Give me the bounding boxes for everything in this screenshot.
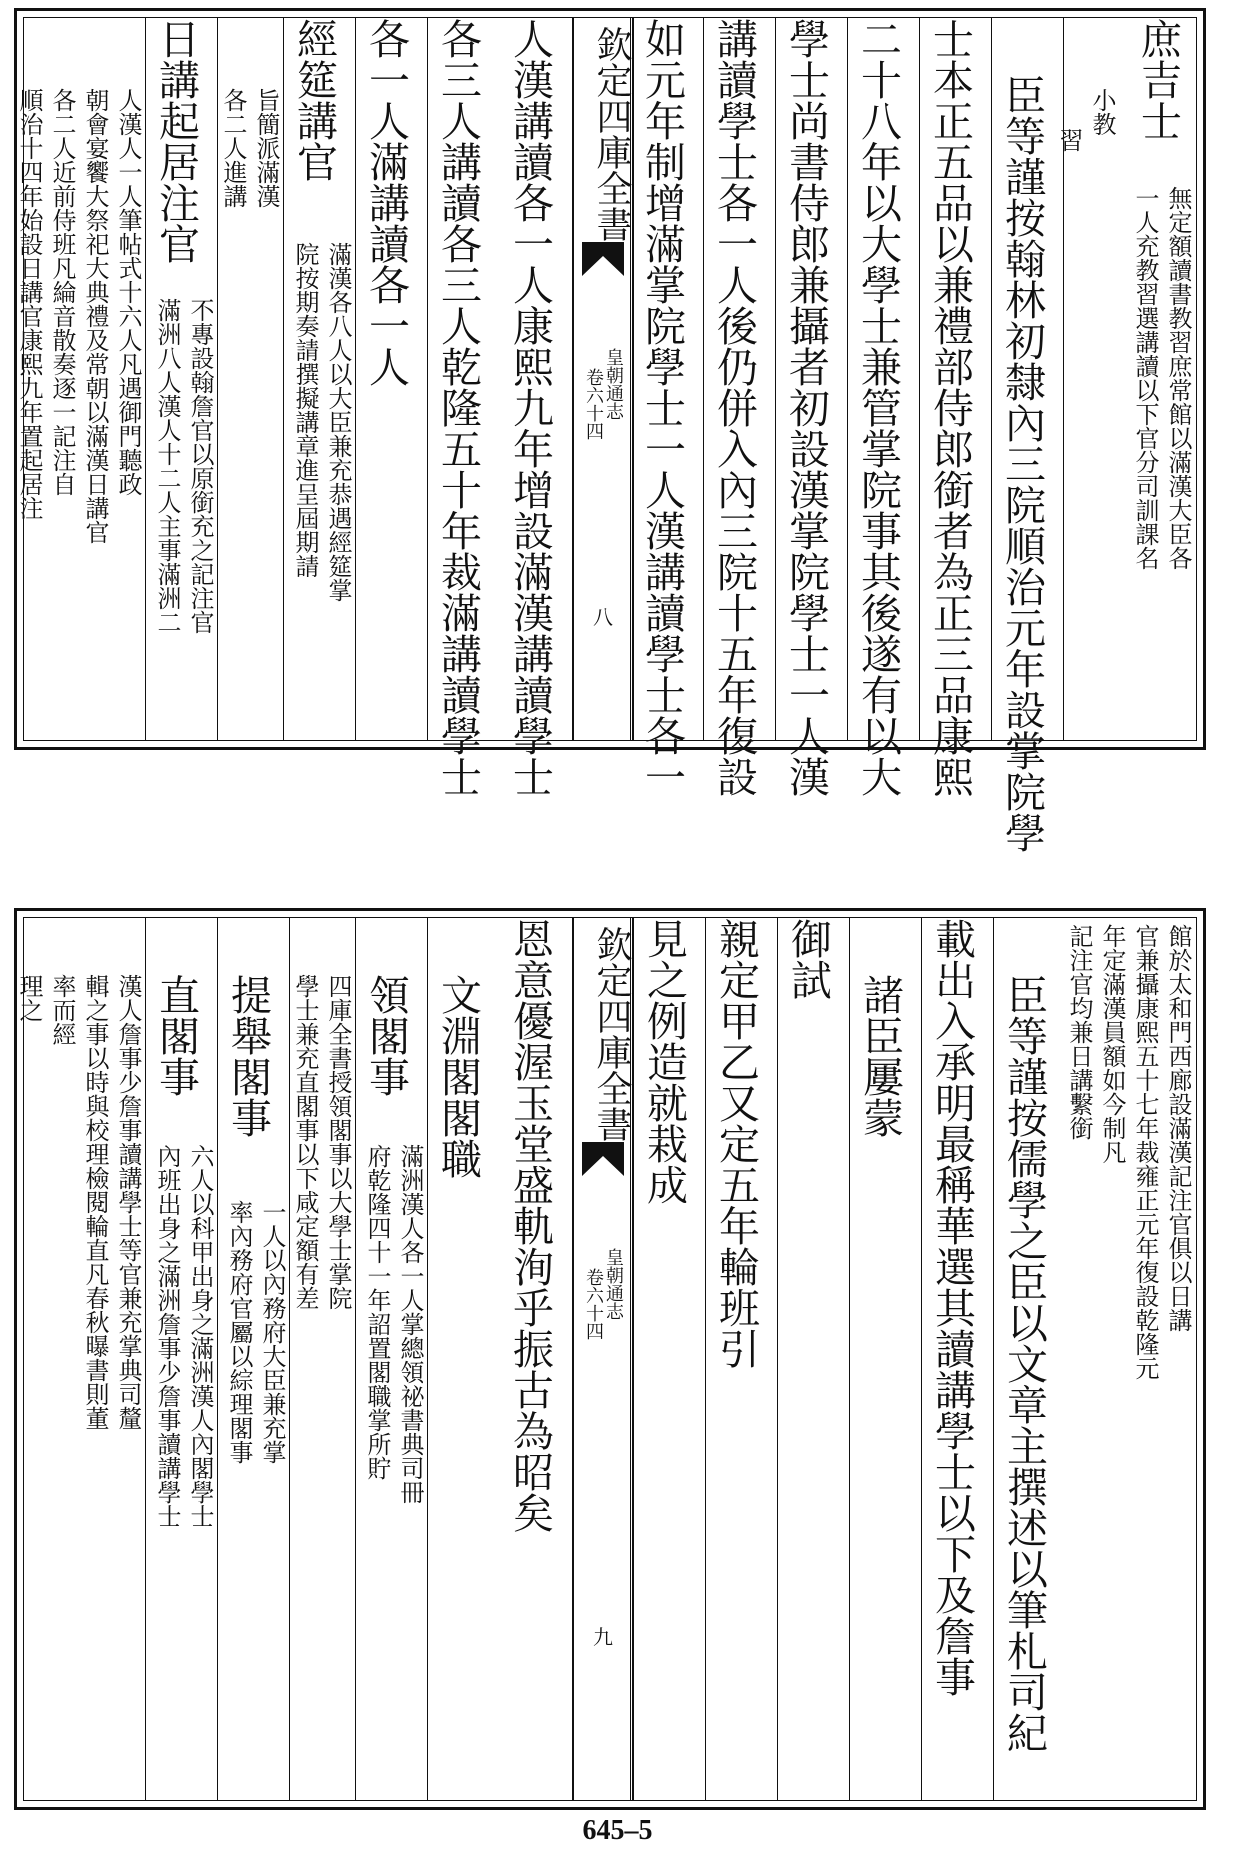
book-subtitle: 皇朝通志 — [603, 1248, 624, 1320]
annotation — [222, 1200, 288, 1464]
column — [993, 918, 1066, 1800]
entry-heading: 直閣事 — [152, 974, 200, 1097]
column — [289, 918, 356, 1800]
annotation-line: 四庫全書授領閣事以大學士掌院 — [324, 974, 352, 1310]
annotation-line: 人漢人一人筆帖式十六人凡遇御門聽政 — [114, 88, 142, 496]
column — [630, 918, 706, 1800]
column — [15, 18, 146, 740]
body-text: 載出入承明最稱華選其讀講學士以下及詹事 — [928, 918, 976, 1697]
body-text: 講讀學士各一人後仍併入內三院十五年復設 — [710, 18, 758, 797]
section-heading: 文淵閣閣職 — [434, 974, 482, 1179]
entry-heading: 庶吉士 — [1134, 18, 1182, 141]
column — [217, 918, 290, 1800]
column — [921, 918, 994, 1800]
entry-heading: 日講起居注官 — [152, 18, 200, 264]
body-text: 各三人講讀各三人乾隆五十年裁滿講讀學士 — [434, 18, 482, 797]
body-text: 各一人滿講讀各一人 — [362, 18, 410, 387]
annotation-line: 各二人近前侍班凡綸音散奏逐一記注自 — [48, 88, 76, 496]
column — [847, 18, 920, 797]
annotation-line: 官兼攝康熙五十七年裁雍正元年復設乾隆元 — [1131, 924, 1159, 1380]
column — [355, 18, 428, 740]
body-text: 如元年制增滿掌院學士一人漢講讀學士各一 — [638, 18, 686, 797]
annotation-line: 一人充教習選講讀以下官分司訓課名 — [1131, 186, 1159, 570]
body-text: 士本正五品以兼禮部侍郎銜者為正三品康熙 — [926, 18, 974, 797]
entry-heading: 經筵講官 — [290, 18, 338, 182]
annotation — [288, 242, 354, 602]
annotation-line: 漢人詹事少詹事讀講學士等官兼充掌典司釐 — [114, 974, 142, 1430]
annotation-line: 年定滿漢員額如今制凡 — [1098, 924, 1126, 1164]
fishtail-ornament-icon — [582, 1142, 624, 1180]
body-text: 學士尚書侍郎兼攝者初設漢掌院學士一人漢 — [782, 18, 830, 797]
annotation — [12, 974, 144, 1430]
annotation — [150, 1144, 216, 1528]
annotation-line: 理之 — [15, 974, 43, 1022]
column — [283, 18, 356, 740]
bottom-left-half — [15, 918, 572, 1800]
column — [777, 918, 850, 1800]
center-fold — [572, 18, 634, 740]
annotation — [150, 298, 216, 634]
top-page — [14, 8, 1206, 853]
annotation-line: 輯之事以時與校理檢閱輪直凡春秋曝書則董 — [81, 974, 109, 1430]
body-text: 二十八年以大學士兼管掌院事其後遂有以大 — [854, 18, 902, 797]
column — [630, 18, 704, 797]
annotation-line: 小教 — [1088, 88, 1116, 136]
annotation-line: 學士兼充直閣事以下咸定額有差 — [291, 974, 319, 1310]
body-text: 御試 — [784, 918, 832, 1000]
body-text: 人漢講讀各一人康熙九年增設滿漢講讀學士 — [506, 18, 554, 797]
annotation — [1128, 186, 1194, 570]
annotation-line: 不專設翰詹官以原銜充之記注官 — [186, 298, 214, 634]
annotation-line: 一人以內務府大臣兼充掌 — [258, 1200, 286, 1464]
column — [703, 18, 776, 797]
annotation-line: 滿洲漢人各一人掌總領祕書典司冊 — [396, 1144, 424, 1504]
volume-number: 卷六十四 — [583, 368, 604, 440]
annotation-line: 滿洲八人漢人十二人主事滿洲二 — [153, 298, 181, 634]
annotation-line: 無定額讀書教習庶常館以滿漢大臣各 — [1164, 186, 1192, 570]
annotation-line: 順治十四年始設日講官康熙九年置起居注 — [15, 88, 43, 520]
body-text: 諸臣屢蒙 — [856, 974, 904, 1138]
column — [705, 918, 778, 1800]
body-text: 臣等謹按翰林初隸內三院順治元年設掌院學 — [998, 74, 1046, 853]
annotation-line: 率內務府官屬以綜理閣事 — [225, 1200, 253, 1464]
annotation-line: 各二人進講 — [219, 88, 247, 208]
column — [15, 918, 146, 1800]
column — [145, 18, 218, 740]
column — [849, 918, 922, 1800]
volume-number: 卷六十四 — [583, 1268, 604, 1340]
column — [145, 918, 218, 1800]
book-title: 欽定四庫全書 — [591, 26, 632, 242]
column — [1124, 18, 1196, 740]
column — [500, 18, 572, 797]
annotation — [288, 974, 354, 1310]
annotation-line: 館於太和門西廊設滿漢記注官俱以日講 — [1164, 924, 1192, 1332]
column — [1066, 918, 1196, 1800]
annotation — [360, 1144, 426, 1504]
annotation — [12, 88, 144, 544]
column — [1055, 18, 1124, 740]
annotation-line: 院按期奏請撰擬講章進呈屆期請 — [291, 242, 319, 578]
column — [427, 18, 500, 797]
body-text: 見之例造就栽成 — [640, 918, 688, 1205]
column — [775, 18, 848, 797]
column — [427, 918, 500, 1800]
leaf-number: 八 — [593, 605, 613, 629]
column — [217, 18, 284, 740]
book-title: 欽定四庫全書 — [591, 926, 632, 1142]
annotation-line: 內班出身之滿洲詹事少詹事讀講學士 — [153, 1144, 181, 1528]
annotation-line: 府乾隆四十一年詔置閣職掌所貯 — [363, 1144, 391, 1480]
page-code: 645–5 — [582, 1815, 653, 1846]
annotation-line: 滿漢各八人以大臣兼充恭遇經筵掌 — [324, 242, 352, 602]
leaf-number: 九 — [593, 1625, 613, 1649]
annotation-line: 記注官均兼日講繫銜 — [1065, 924, 1093, 1140]
column — [500, 918, 572, 1800]
annotation — [1062, 924, 1194, 1380]
body-text: 臣等謹按儒學之臣以文章主撰述以筆札司紀 — [1000, 974, 1048, 1753]
top-left-half — [15, 18, 572, 797]
center-fold — [572, 918, 634, 1800]
annotation-line: 習 — [1055, 128, 1083, 152]
annotation-line: 朝會宴饗大祭祀大典禮及常朝以滿漢日講官 — [81, 88, 109, 544]
body-text: 恩意優渥玉堂盛軌洵乎振古為昭矣 — [506, 918, 554, 1533]
top-right-half — [631, 18, 1196, 853]
bottom-page — [14, 908, 1206, 1810]
column — [991, 18, 1064, 853]
annotation-line: 旨簡派滿漢 — [252, 88, 280, 208]
book-subtitle: 皇朝通志 — [603, 348, 624, 420]
body-text: 親定甲乙又定五年輪班引 — [712, 918, 760, 1369]
column — [919, 18, 992, 797]
column — [355, 918, 428, 1800]
bottom-right-half — [631, 918, 1196, 1800]
annotation-line: 率而經 — [48, 974, 76, 1046]
annotation — [216, 88, 282, 208]
entry-heading: 領閣事 — [362, 974, 410, 1097]
annotation-line: 六人以科甲出身之滿洲漢人內閣學士 — [186, 1144, 214, 1528]
entry-heading: 提舉閣事 — [224, 974, 272, 1138]
fishtail-ornament-icon — [582, 242, 624, 280]
